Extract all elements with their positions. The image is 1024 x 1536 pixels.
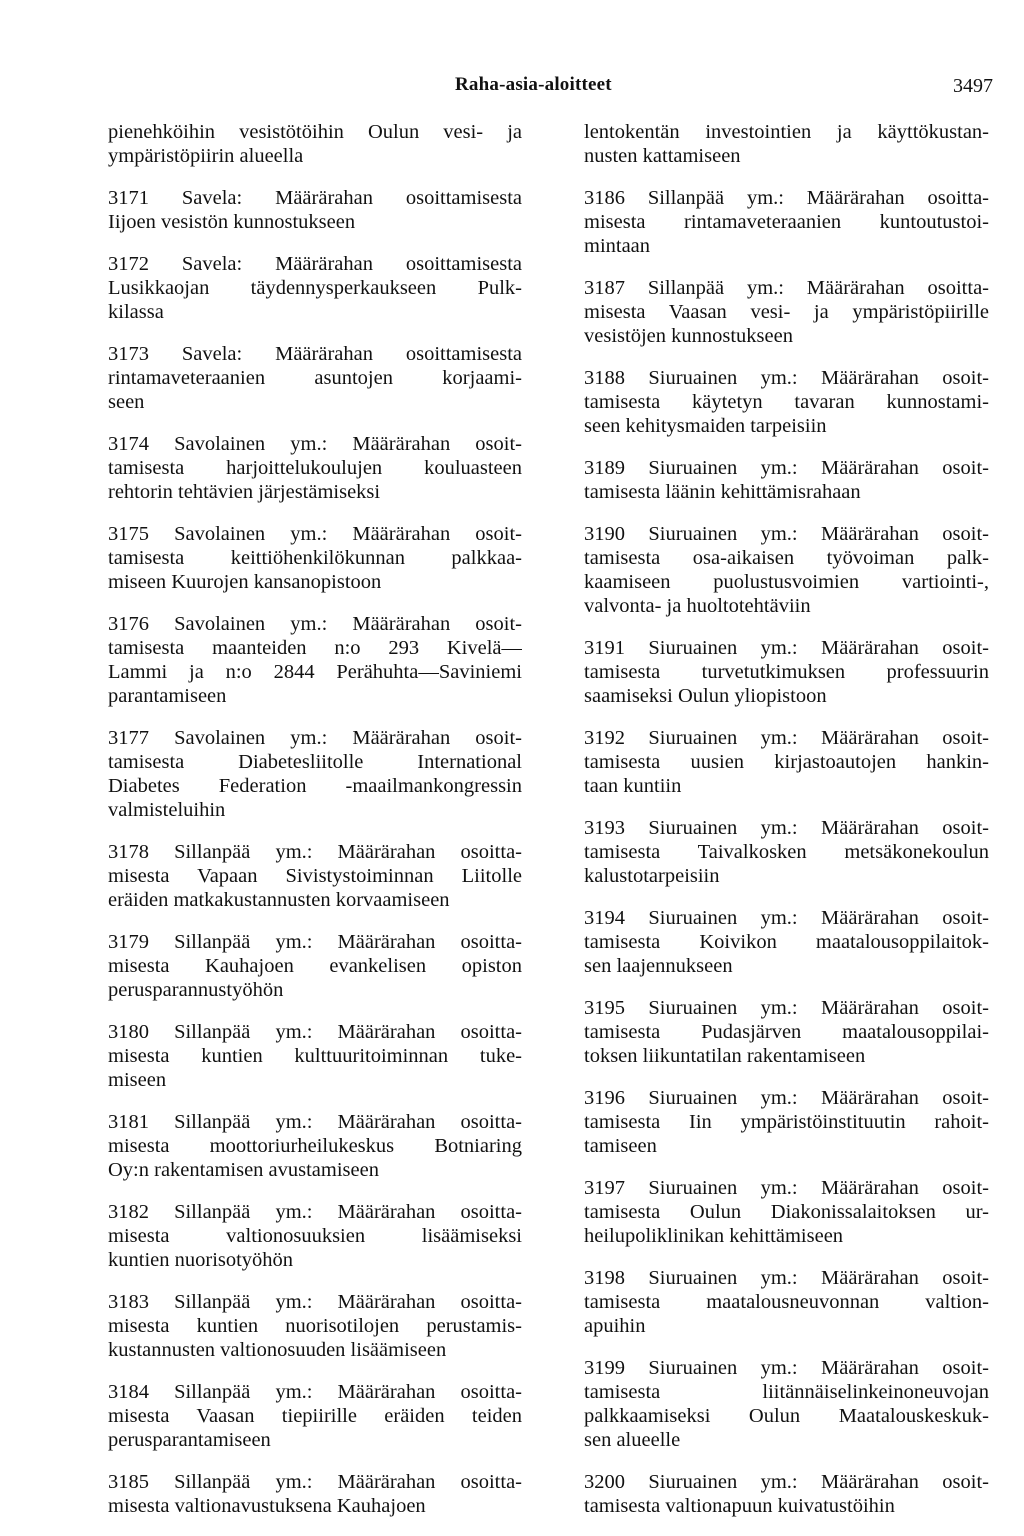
entry-line: tamisesta turvetutkimuksen professuurin xyxy=(584,661,989,683)
entry-line: vesistöjen kunnostukseen xyxy=(584,325,793,347)
entry-line: 3191 Siuruainen ym.: Määrärahan osoit- xyxy=(584,637,989,659)
entry-line: mintaan xyxy=(584,235,651,257)
motion-entry xyxy=(584,726,989,798)
motion-entry xyxy=(108,612,522,708)
entry-line: 3187 Sillanpää ym.: Määrärahan osoitta- xyxy=(584,277,989,299)
entry-line: taan kuntiin xyxy=(584,775,682,797)
right-column xyxy=(584,120,989,1536)
entry-line: kuntien nuorisotyöhön xyxy=(108,1249,294,1271)
entry-line: tamisesta käytetyn tavaran kunnostami- xyxy=(584,391,989,413)
motion-entry xyxy=(584,1086,989,1158)
entry-line: lentokentän investointien ja käyttökustan- xyxy=(584,121,989,143)
motion-entry xyxy=(108,1380,522,1452)
entry-line: toksen liikuntatilan rakentamiseen xyxy=(584,1045,866,1067)
entry-line: 3185 Sillanpää ym.: Määrärahan osoitta- xyxy=(108,1471,522,1493)
running-title: Raha-asia-aloitteet xyxy=(455,74,612,95)
entry-line: tamisesta osa-aikaisen työvoiman palk- xyxy=(584,547,989,569)
entry-line: misesta Vaasan vesi- ja ympäristöpiirille xyxy=(584,301,989,323)
entry-line: 3175 Savolainen ym.: Määrärahan osoit- xyxy=(108,523,522,545)
entry-line: 3196 Siuruainen ym.: Määrärahan osoit- xyxy=(584,1087,989,1109)
entry-line: Iijoen vesistön kunnostukseen xyxy=(108,211,356,233)
motion-entry xyxy=(584,276,989,348)
entry-line: kilassa xyxy=(108,301,164,323)
entry-line: eräiden matkakustannusten korvaamiseen xyxy=(108,889,450,911)
entry-line: tamisesta Pudasjärven maatalousoppilai- xyxy=(584,1021,989,1043)
entry-line: 3195 Siuruainen ym.: Määrärahan osoit- xyxy=(584,997,989,1019)
entry-line: misesta kuntien nuorisotilojen perustamis- xyxy=(108,1315,522,1337)
entry-line: Diabetes Federation -maailmankongressin xyxy=(108,775,522,797)
entry-line: seen xyxy=(108,391,145,413)
entry-line: 3198 Siuruainen ym.: Määrärahan osoit- xyxy=(584,1267,989,1289)
motion-entry xyxy=(108,432,522,504)
motion-entry xyxy=(108,342,522,414)
motion-entry xyxy=(584,636,989,708)
page-number: 3497 xyxy=(953,75,993,97)
entry-line: nusten kattamiseen xyxy=(584,145,741,167)
entry-line: Lammi ja n:o 2844 Perähuhta—Saviniemi xyxy=(108,661,522,683)
entry-line: pienehköihin vesistötöihin Oulun vesi- ja xyxy=(108,121,522,143)
entry-line: 3178 Sillanpää ym.: Määrärahan osoitta- xyxy=(108,841,522,863)
entry-line: rehtorin tehtävien järjestämiseksi xyxy=(108,481,381,503)
entry-line: misesta Vapaan Sivistystoiminnan Liitolle xyxy=(108,865,522,887)
entry-line: perusparannustyöhön xyxy=(108,979,284,1001)
motion-entry xyxy=(584,120,989,168)
entry-line: tamisesta valtionapuun kuivatustöihin xyxy=(584,1495,895,1517)
motion-entry xyxy=(108,840,522,912)
motion-entry xyxy=(584,906,989,978)
motion-entry xyxy=(108,252,522,324)
motion-entry xyxy=(584,1176,989,1248)
entry-line: tamisesta Koivikon maatalousoppilaitok- xyxy=(584,931,989,953)
entry-line: kustannusten valtionosuuden lisäämiseen xyxy=(108,1339,447,1361)
motion-entry xyxy=(108,1200,522,1272)
entry-line: heilupoliklinikan kehittämiseen xyxy=(584,1225,844,1247)
entry-line: rintamaveteraanien asuntojen korjaami- xyxy=(108,367,522,389)
motion-entry xyxy=(108,186,522,234)
entry-line: misesta Kauhajoen evankelisen opiston xyxy=(108,955,522,977)
motion-entry xyxy=(108,1290,522,1362)
entry-line: 3194 Siuruainen ym.: Määrärahan osoit- xyxy=(584,907,989,929)
entry-line: tamisesta Iin ympäristöinstituutin rahoit- xyxy=(584,1111,989,1133)
entry-line: Lusikkaojan täydennysperkaukseen Pulk- xyxy=(108,277,522,299)
entry-line: 3180 Sillanpää ym.: Määrärahan osoitta- xyxy=(108,1021,522,1043)
entry-line: tamisesta Taivalkosken metsäkonekoulun xyxy=(584,841,989,863)
entry-line: tamisesta läänin kehittämisrahaan xyxy=(584,481,861,503)
entry-line: parantamiseen xyxy=(108,685,227,707)
motion-entry xyxy=(584,456,989,504)
entry-line: tamisesta keittiöhenkilökunnan palkkaa- xyxy=(108,547,522,569)
motion-entry xyxy=(108,726,522,822)
entry-line: 3183 Sillanpää ym.: Määrärahan osoitta- xyxy=(108,1291,522,1313)
motion-entry xyxy=(584,1470,989,1518)
entry-line: 3174 Savolainen ym.: Määrärahan osoit- xyxy=(108,433,522,455)
entry-line: saamiseksi Oulun yliopistoon xyxy=(584,685,827,707)
entry-line: misesta Vaasan tiepiirille eräiden teiden xyxy=(108,1405,522,1427)
motion-entry xyxy=(108,930,522,1002)
entry-line: misesta valtionosuuksien lisäämiseksi xyxy=(108,1225,522,1247)
entry-line: valvonta- ja huoltotehtäviin xyxy=(584,595,811,617)
entry-line: sen alueelle xyxy=(584,1429,681,1451)
entry-line: misesta rintamaveteraanien kuntoutustoi- xyxy=(584,211,989,233)
entry-line: 3192 Siuruainen ym.: Määrärahan osoit- xyxy=(584,727,989,749)
motion-entry xyxy=(108,1470,522,1518)
entry-line: 3193 Siuruainen ym.: Määrärahan osoit- xyxy=(584,817,989,839)
motion-entry xyxy=(584,996,989,1068)
motion-entry xyxy=(584,1356,989,1452)
entry-line: misesta valtionavustuksena Kauhajoen xyxy=(108,1495,426,1517)
entry-line: tamisesta maatalousneuvonnan valtion- xyxy=(584,1291,989,1313)
entry-line: kalustotarpeisiin xyxy=(584,865,720,887)
entry-line: valmisteluihin xyxy=(108,799,226,821)
left-column xyxy=(108,120,522,1536)
entry-line: 3173 Savela: Määrärahan osoittamisesta xyxy=(108,343,522,365)
entry-line: 3189 Siuruainen ym.: Määrärahan osoit- xyxy=(584,457,989,479)
entry-line: palkkaamiseksi Oulun Maatalouskeskuk- xyxy=(584,1405,989,1427)
entry-line: kaamiseen puolustusvoimien vartiointi-, xyxy=(584,571,989,593)
entry-line: perusparantamiseen xyxy=(108,1429,271,1451)
motion-entry xyxy=(584,816,989,888)
entry-line: 3199 Siuruainen ym.: Määrärahan osoit- xyxy=(584,1357,989,1379)
entry-line: 3197 Siuruainen ym.: Määrärahan osoit- xyxy=(584,1177,989,1199)
motion-entry xyxy=(584,522,989,618)
entry-line: tamisesta maanteiden n:o 293 Kivelä— xyxy=(108,637,522,659)
entry-line: 3176 Savolainen ym.: Määrärahan osoit- xyxy=(108,613,522,635)
entry-line: tamisesta Diabetesliitolle International xyxy=(108,751,522,773)
entry-line: miseen xyxy=(108,1069,167,1091)
entry-line: apuihin xyxy=(584,1315,646,1337)
motion-entry xyxy=(108,1020,522,1092)
entry-line: tamiseen xyxy=(584,1135,657,1157)
entry-line: 3181 Sillanpää ym.: Määrärahan osoitta- xyxy=(108,1111,522,1133)
entry-line: 3190 Siuruainen ym.: Määrärahan osoit- xyxy=(584,523,989,545)
motion-entry xyxy=(584,1266,989,1338)
entry-line: sen laajennukseen xyxy=(584,955,733,977)
entry-line: 3177 Savolainen ym.: Määrärahan osoit- xyxy=(108,727,522,749)
motion-entry xyxy=(584,366,989,438)
motion-entry xyxy=(108,120,522,168)
entry-line: 3186 Sillanpää ym.: Määrärahan osoitta- xyxy=(584,187,989,209)
motion-entry xyxy=(108,1110,522,1182)
motion-entry xyxy=(584,186,989,258)
entry-line: 3179 Sillanpää ym.: Määrärahan osoitta- xyxy=(108,931,522,953)
entry-line: 3172 Savela: Määrärahan osoittamisesta xyxy=(108,253,522,275)
entry-line: tamisesta liitännäiselinkeinoneuvojan xyxy=(584,1381,989,1403)
entry-line: Oy:n rakentamisen avustamiseen xyxy=(108,1159,379,1181)
entry-line: ympäristöpiirin alueella xyxy=(108,145,304,167)
entry-line: seen kehitysmaiden tarpeisiin xyxy=(584,415,827,437)
entry-line: 3188 Siuruainen ym.: Määrärahan osoit- xyxy=(584,367,989,389)
entry-line: misesta moottoriurheilukeskus Botniaring xyxy=(108,1135,522,1157)
page-header xyxy=(0,74,1024,104)
motion-entry xyxy=(108,522,522,594)
entry-line: 3182 Sillanpää ym.: Määrärahan osoitta- xyxy=(108,1201,522,1223)
entry-line: tamisesta harjoittelukoulujen kouluasteen xyxy=(108,457,522,479)
entry-line: miseen Kuurojen kansanopistoon xyxy=(108,571,382,593)
entry-line: tamisesta Oulun Diakonissalaitoksen ur- xyxy=(584,1201,989,1223)
entry-line: 3171 Savela: Määrärahan osoittamisesta xyxy=(108,187,522,209)
entry-line: 3184 Sillanpää ym.: Määrärahan osoitta- xyxy=(108,1381,522,1403)
entry-line: 3200 Siuruainen ym.: Määrärahan osoit- xyxy=(584,1471,989,1493)
entry-line: tamisesta uusien kirjastoautojen hankin- xyxy=(584,751,989,773)
entry-line: misesta kuntien kulttuuritoiminnan tuke- xyxy=(108,1045,522,1067)
